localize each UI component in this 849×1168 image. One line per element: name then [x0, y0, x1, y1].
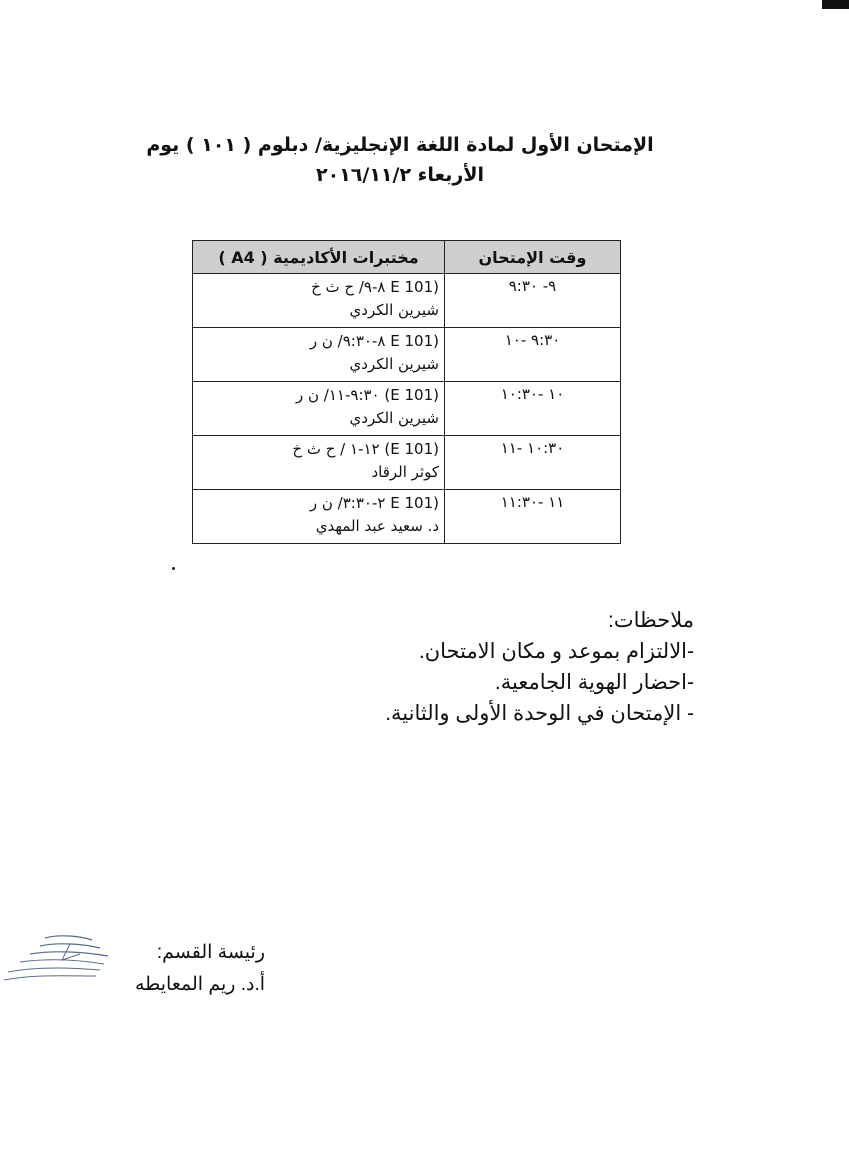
scan-edge-mark — [822, 0, 849, 9]
signature-name: أ.د. ريم المعايطه — [134, 974, 265, 995]
handwritten-signature — [0, 930, 112, 1000]
signature-block — [105, 937, 265, 1001]
header-labs: مختبرات الأكاديمية ( A4 ) — [193, 241, 445, 274]
signature-role: رئيسة القسم: — [156, 942, 265, 963]
note-item: -احضار الهوية الجامعية. — [494, 671, 694, 694]
lab-cell — [193, 328, 445, 382]
table-row — [193, 382, 621, 436]
time-cell: ٩:٣٠ -١٠ — [445, 328, 621, 382]
document-title — [140, 130, 660, 190]
table-header-row — [193, 241, 621, 274]
invigilator-name: شيرين الكردي — [349, 409, 439, 427]
invigilator-name: شيرين الكردي — [349, 355, 439, 373]
title-line-2: الأربعاء ٢٠١٦/١١/٢ — [316, 164, 484, 186]
invigilator-name: د. سعيد عبد المهدي — [315, 517, 439, 535]
lab-cell — [193, 436, 445, 490]
note-item: -الالتزام بموعد و مكان الامتحان. — [418, 640, 694, 663]
table-row — [193, 436, 621, 490]
lab-section: (E 101 ٨-٩:٣٠/ ن ر — [309, 332, 439, 350]
invigilator-name: كوثر الرقاد — [371, 463, 439, 481]
note-item: - الإمتحان في الوحدة الأولى والثانية. — [385, 702, 694, 725]
title-line-1: الإمتحان الأول لمادة اللغة الإنجليزية/ دبلوم ( ١٠١ ) يوم — [146, 134, 654, 156]
lab-section: (E 101 ٨-٩/ ح ث خ — [311, 278, 439, 296]
lab-section: (E 101) ١٢-١ / ح ث خ — [292, 440, 439, 458]
table-row — [193, 274, 621, 328]
lab-cell — [193, 382, 445, 436]
time-cell: ٩- ٩:٣٠ — [445, 274, 621, 328]
time-cell: ١١ -١١:٣٠ — [445, 490, 621, 544]
header-exam-time: وقت الإمتحان — [445, 241, 621, 274]
notes-heading: ملاحظات: — [608, 609, 694, 632]
invigilator-name: شيرين الكردي — [349, 301, 439, 319]
scan-speck — [172, 567, 175, 570]
table-row — [193, 328, 621, 382]
time-cell: ١٠:٣٠ -١١ — [445, 436, 621, 490]
notes-section — [274, 605, 694, 729]
lab-section: (E 101 ٢-٣:٣٠/ ن ر — [309, 494, 439, 512]
exam-schedule-table — [192, 240, 621, 544]
table-row — [193, 490, 621, 544]
lab-cell — [193, 274, 445, 328]
lab-cell — [193, 490, 445, 544]
time-cell: ١٠ -١٠:٣٠ — [445, 382, 621, 436]
lab-section: (E 101) ٩:٣٠-١١/ ن ر — [295, 386, 439, 404]
